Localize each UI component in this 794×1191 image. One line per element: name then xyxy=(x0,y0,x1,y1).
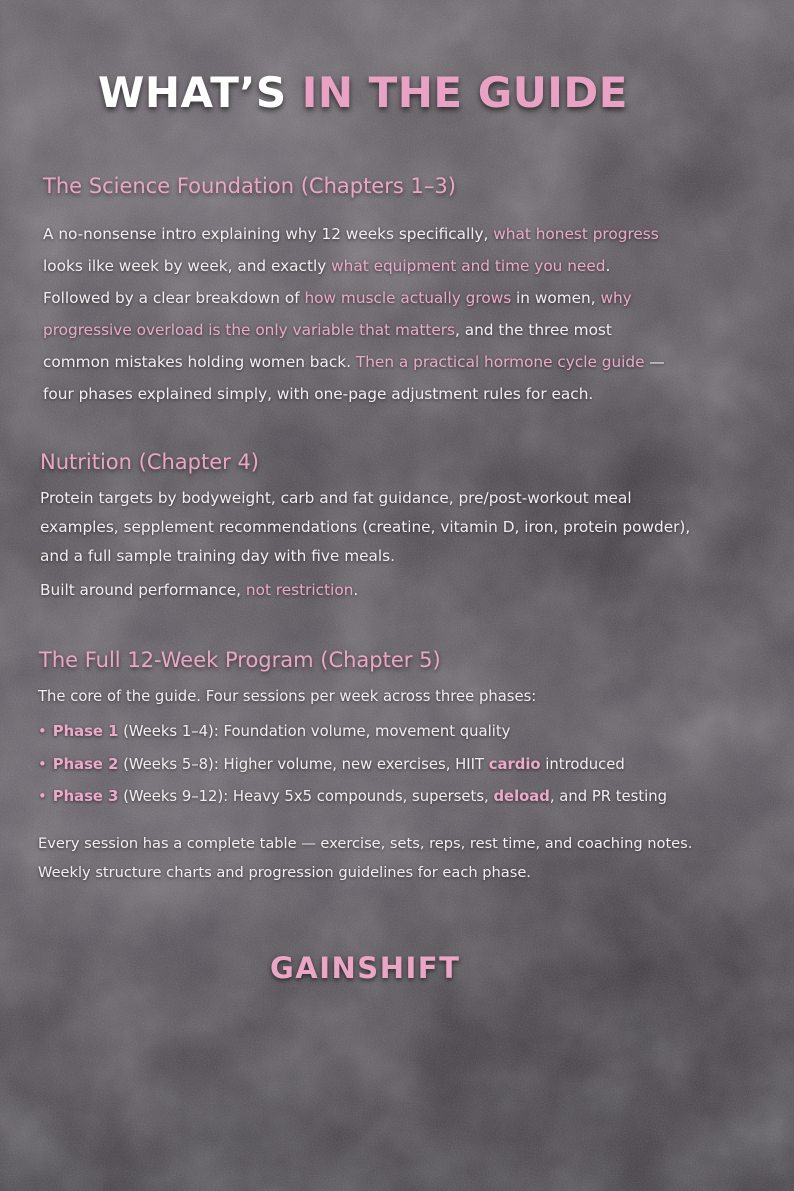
section-title-science: The Science Foundation (Chapters 1–3) xyxy=(43,174,456,198)
phase-item-3 xyxy=(38,783,667,816)
phase-item-1 xyxy=(38,718,667,751)
phase-item-2 xyxy=(38,751,667,784)
science-text: — xyxy=(644,353,665,371)
nutrition-text: . xyxy=(353,581,359,599)
science-text: , and the three most xyxy=(455,321,612,339)
bullet-icon: • xyxy=(38,755,47,773)
science-text: . xyxy=(605,257,611,275)
bullet-icon: • xyxy=(38,723,47,740)
science-line-5 xyxy=(43,346,665,378)
science-highlight: what equipment and time you need xyxy=(331,257,606,275)
phase-name: Phase 2 xyxy=(52,755,119,773)
phase-list xyxy=(38,718,667,816)
phase-text: introduced xyxy=(540,755,625,773)
science-highlight: what honest progress xyxy=(493,225,659,243)
science-line-1 xyxy=(43,218,665,250)
nutrition-paragraph xyxy=(40,484,690,605)
nutrition-highlight: not restriction xyxy=(245,581,354,599)
nutrition-line-3: and a full sample training day with five meals. xyxy=(40,547,395,565)
program-outro-line-2: Weekly structure charts and progression guidelines for each phase. xyxy=(38,864,531,881)
science-text: common mistakes holding women back. xyxy=(43,353,356,371)
science-line-2 xyxy=(43,250,665,282)
science-text: in women, xyxy=(511,289,601,307)
section-title-nutrition: Nutrition (Chapter 4) xyxy=(40,450,260,474)
nutrition-line-1: Protein targets by bodyweight, carb and fat guidance, pre/post-workout meal xyxy=(40,489,632,507)
brand-logo-text: GAINSHIFT xyxy=(270,951,461,985)
phase-highlight: cardio xyxy=(488,755,541,773)
phase-text: (Weeks 5–8): Higher volume, new exercises, HIIT xyxy=(118,755,489,773)
main-title-white: WHAT’S xyxy=(98,68,287,117)
science-text: A no-nonsense intro explaining why 12 weeks specifically, xyxy=(43,225,494,243)
nutrition-text: Built around performance, xyxy=(40,581,246,599)
science-highlight: progressive overload is the only variable that matters xyxy=(43,321,455,339)
science-line-3 xyxy=(43,282,665,314)
science-text: Followed by a clear breakdown of xyxy=(43,289,305,307)
science-line-4 xyxy=(43,314,665,346)
phase-name: Phase 1 xyxy=(52,723,119,740)
program-outro-line-1: Every session has a complete table — exercise, sets, reps, rest time, and coaching notes. xyxy=(38,835,693,852)
science-text: looks ilke week by week, and exactly xyxy=(43,257,332,275)
science-line-6: four phases explained simply, with one-page adjustment rules for each. xyxy=(43,385,594,403)
phase-text: (Weeks 1–4): Foundation volume, movement quality xyxy=(118,723,511,740)
program-outro xyxy=(38,829,692,887)
phase-name: Phase 3 xyxy=(52,788,119,805)
phase-text: , and PR testing xyxy=(549,788,668,805)
phase-highlight: deload xyxy=(493,788,550,805)
nutrition-line-2: examples, sepplement recommendations (creatine, vitamin D, iron, protein powder), xyxy=(40,518,691,536)
science-highlight: how muscle actually grows xyxy=(304,289,512,307)
nutrition-line-4 xyxy=(40,576,690,605)
section-title-program: The Full 12-Week Program (Chapter 5) xyxy=(39,648,441,672)
science-highlight: why xyxy=(600,289,632,307)
program-intro: The core of the guide. Four sessions per week across three phases: xyxy=(38,688,537,705)
science-highlight: Then a practical hormone cycle guide xyxy=(355,353,645,371)
main-title xyxy=(98,68,628,117)
science-paragraph xyxy=(43,218,665,410)
main-title-pink: IN THE GUIDE xyxy=(301,68,628,117)
bullet-icon: • xyxy=(38,788,47,805)
phase-text: (Weeks 9–12): Heavy 5x5 compounds, supersets, xyxy=(118,788,494,805)
